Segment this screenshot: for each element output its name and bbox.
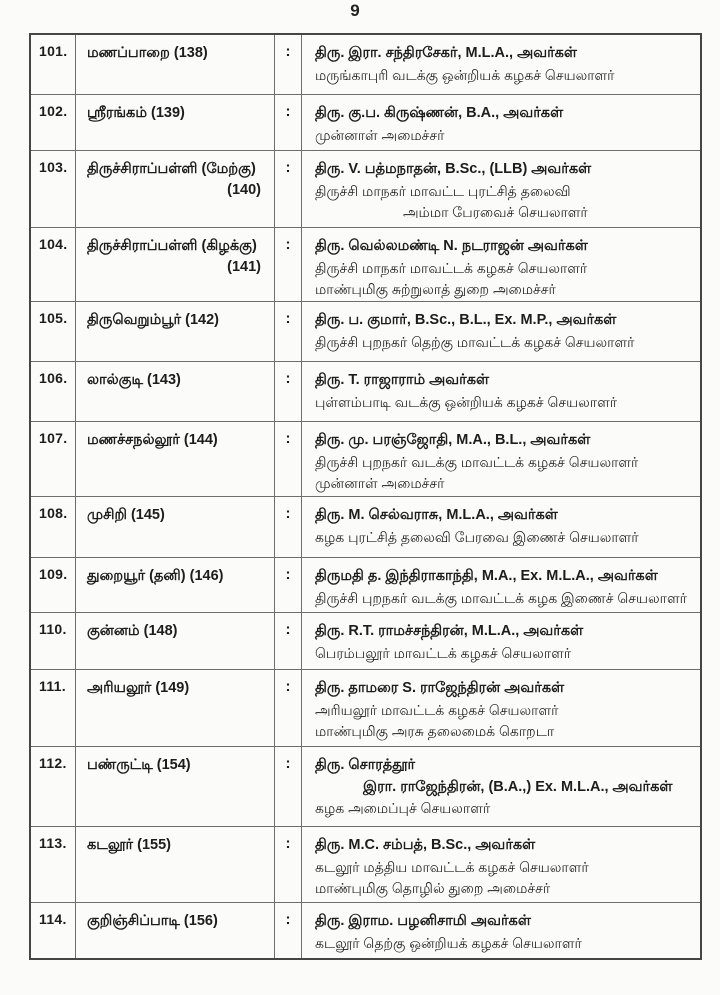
person-designation: கடலூர் தெற்கு ஒன்றியக் கழகச் செயலாளர் xyxy=(315,934,582,951)
person-details-cell xyxy=(302,670,700,746)
serial-number: 108. xyxy=(31,497,76,557)
person-details-cell xyxy=(302,903,700,958)
person-designation: புள்ளம்பாடி வடக்கு ஒன்றியக் கழகச் செயலாளர் xyxy=(315,393,618,410)
table-row xyxy=(31,302,700,362)
person-name: திரு. ப. குமார், B.Sc., B.L., Ex. M.P., அவர்கள் xyxy=(315,312,617,328)
separator-colon: : xyxy=(275,302,302,361)
constituency-cell xyxy=(76,558,275,612)
person-designation: முன்னாள் அமைச்சர் xyxy=(315,475,445,491)
person-name: திரு. இராம. பழனிசாமி அவர்கள் xyxy=(315,913,531,929)
constituency-cell xyxy=(76,228,275,301)
person-details-cell xyxy=(302,558,700,612)
separator-colon: : xyxy=(275,558,302,612)
constituency-name: லால்குடி (143) xyxy=(87,372,181,388)
constituency-name: துறையூர் (தனி) (146) xyxy=(87,568,224,584)
table-row xyxy=(31,903,700,958)
constituency-cell xyxy=(76,95,275,150)
table-row xyxy=(31,362,700,422)
separator-colon: : xyxy=(275,747,302,826)
person-details-cell xyxy=(302,422,700,496)
table-row xyxy=(31,95,700,151)
serial-number: 114. xyxy=(31,903,76,958)
table-row xyxy=(31,422,700,497)
serial-number: 104. xyxy=(31,228,76,301)
person-details-cell xyxy=(302,35,700,94)
separator-colon: : xyxy=(275,613,302,669)
person-name: திரு. வெல்லமண்டி N. நடராஜன் அவர்கள் xyxy=(315,238,588,254)
separator-colon: : xyxy=(275,422,302,496)
constituency-name: குன்னம் (148) xyxy=(87,623,178,639)
table-row xyxy=(31,747,700,827)
table-row xyxy=(31,151,700,228)
constituency-cell xyxy=(76,827,275,902)
person-designation: கழக புரட்சித் தலைவி பேரவை இணைச் செயலாளர் xyxy=(315,528,639,545)
person-name: திரு. M. செல்வராசு, M.L.A., அவர்கள் xyxy=(315,507,558,523)
table-row xyxy=(31,497,700,558)
constituency-cell xyxy=(76,151,275,227)
office-bearers-table xyxy=(29,33,702,960)
serial-number: 111. xyxy=(31,670,76,746)
serial-number: 102. xyxy=(31,95,76,150)
person-name: திரு. M.C. சம்பத், B.Sc., அவர்கள் xyxy=(315,837,536,853)
person-name: திருமதி த. இந்திராகாந்தி, M.A., Ex. M.L.A., அவர்கள் xyxy=(315,568,658,584)
person-details-cell xyxy=(302,362,700,421)
person-designation: திருச்சி மாநகர் மாவட்ட புரட்சித் தலைவி xyxy=(315,182,571,199)
separator-colon: : xyxy=(275,670,302,746)
table-row xyxy=(31,228,700,302)
person-designation: முன்னாள் அமைச்சர் xyxy=(315,126,445,143)
person-designation: கடலூர் மத்திய மாவட்டக் கழகச் செயலாளர் xyxy=(315,858,589,875)
constituency-cell xyxy=(76,35,275,94)
person-name: திரு. மு. பரஞ்ஜோதி, M.A., B.L., அவர்கள் xyxy=(315,432,591,448)
serial-number: 103. xyxy=(31,151,76,227)
separator-colon: : xyxy=(275,95,302,150)
table-row xyxy=(31,558,700,613)
person-details-cell xyxy=(302,302,700,361)
person-name: திரு. R.T. ராமச்சந்திரன், M.L.A., அவர்கள் xyxy=(315,623,584,639)
constituency-cell xyxy=(76,422,275,496)
person-designation: திருச்சி மாநகர் மாவட்டக் கழகச் செயலாளர் xyxy=(315,259,588,276)
constituency-name: பண்ருட்டி (154) xyxy=(87,757,191,773)
constituency-cell xyxy=(76,362,275,421)
serial-number: 110. xyxy=(31,613,76,669)
serial-number: 112. xyxy=(31,747,76,826)
separator-colon: : xyxy=(275,903,302,958)
person-name: திரு. சொரத்தூர் xyxy=(315,757,416,773)
serial-number: 101. xyxy=(31,35,76,94)
person-details-cell xyxy=(302,613,700,669)
person-name: இரா. ராஜேந்திரன், (B.A.,) Ex. M.L.A., அவர்கள் xyxy=(363,778,673,795)
serial-number: 109. xyxy=(31,558,76,612)
person-designation: மாண்புமிகு சுற்றுலாத் துறை அமைச்சர் xyxy=(315,281,556,297)
serial-number: 105. xyxy=(31,302,76,361)
page-number: 9 xyxy=(350,1,360,20)
person-designation: கழக அமைப்புச் செயலாளர் xyxy=(315,800,491,816)
constituency-name: குறிஞ்சிப்பாடி (156) xyxy=(87,913,218,929)
constituency-name: அரியலூர் (149) xyxy=(87,680,190,696)
constituency-name: மணச்சநல்லூர் (144) xyxy=(87,432,218,448)
person-details-cell xyxy=(302,95,700,150)
table-row xyxy=(31,827,700,903)
person-designation: மாண்புமிகு அரசு தலைமைக் கொறடா xyxy=(315,723,555,739)
constituency-name: திருவெறும்பூர் (142) xyxy=(87,312,219,328)
person-details-cell xyxy=(302,228,700,301)
person-designation: திருச்சி புறநகர் வடக்கு மாவட்டக் கழக இணைச் செயலாளர் xyxy=(315,589,687,606)
separator-colon: : xyxy=(275,151,302,227)
person-designation: பெரம்பலூர் மாவட்டக் கழகச் செயலாளர் xyxy=(315,644,572,661)
table-row xyxy=(31,613,700,670)
person-details-cell xyxy=(302,151,700,227)
table-row xyxy=(31,670,700,747)
person-name: திரு. V. பத்மநாதன், B.Sc., (LLB) அவர்கள் xyxy=(315,161,592,177)
constituency-cell xyxy=(76,670,275,746)
serial-number: 106. xyxy=(31,362,76,421)
constituency-name: மணப்பாறை (138) xyxy=(87,45,208,61)
constituency-name: கடலூர் (155) xyxy=(87,837,172,853)
table-row xyxy=(31,35,700,95)
constituency-name: ஸ்ரீரங்கம் (139) xyxy=(87,105,185,121)
serial-number: 113. xyxy=(31,827,76,902)
constituency-cell xyxy=(76,747,275,826)
constituency-number: (140) xyxy=(227,182,261,198)
constituency-cell xyxy=(76,903,275,958)
person-designation: திருச்சி புறநகர் வடக்கு மாவட்டக் கழகச் செயலாளர் xyxy=(315,453,639,470)
person-designation: அரியலூர் மாவட்டக் கழகச் செயலாளர் xyxy=(315,701,559,718)
constituency-name: திருச்சிராப்பள்ளி (மேற்கு) xyxy=(87,161,256,177)
person-designation: திருச்சி புறநகர் தெற்கு மாவட்டக் கழகச் செயலாளர் xyxy=(315,333,635,350)
person-name: திரு. T. ராஜாராம் அவர்கள் xyxy=(315,372,490,388)
separator-colon: : xyxy=(275,827,302,902)
separator-colon: : xyxy=(275,228,302,301)
separator-colon: : xyxy=(275,35,302,94)
constituency-cell xyxy=(76,497,275,557)
person-name: திரு. தாமரை S. ராஜேந்திரன் அவர்கள் xyxy=(315,680,565,696)
separator-colon: : xyxy=(275,497,302,557)
serial-number: 107. xyxy=(31,422,76,496)
person-name: திரு. கு.ப. கிருஷ்ணன், B.A., அவர்கள் xyxy=(315,105,564,121)
constituency-number: (141) xyxy=(227,259,261,275)
separator-colon: : xyxy=(275,362,302,421)
person-details-cell xyxy=(302,747,700,826)
constituency-cell xyxy=(76,302,275,361)
person-details-cell xyxy=(302,497,700,557)
constituency-name: முசிறி (145) xyxy=(87,507,165,523)
person-details-cell xyxy=(302,827,700,902)
constituency-cell xyxy=(76,613,275,669)
person-designation: மாண்புமிகு தொழில் துறை அமைச்சர் xyxy=(315,880,551,896)
constituency-name: திருச்சிராப்பள்ளி (கிழக்கு) xyxy=(87,238,257,254)
person-designation: அம்மா பேரவைச் செயலாளர் xyxy=(403,204,588,220)
person-name: திரு. இரா. சந்திரசேகர், M.L.A., அவர்கள் xyxy=(315,45,578,61)
person-designation: மருங்காபுரி வடக்கு ஒன்றியக் கழகச் செயலாளர் xyxy=(315,66,615,83)
